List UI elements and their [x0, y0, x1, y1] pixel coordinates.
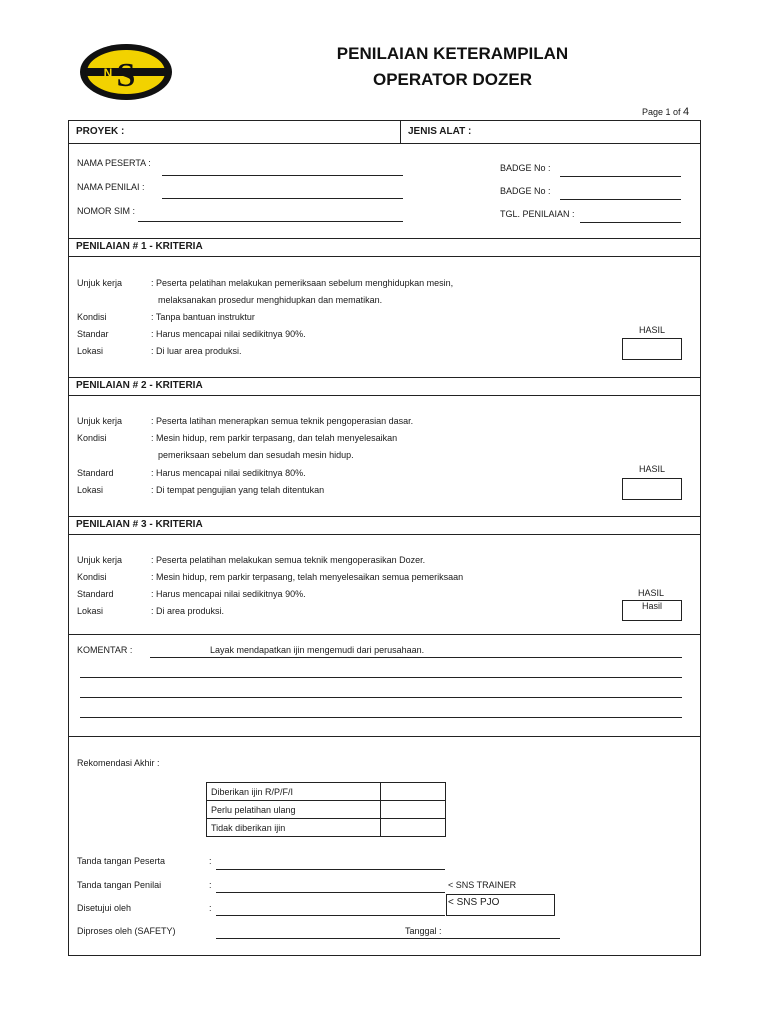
jenis-alat-label: JENIS ALAT :: [408, 126, 472, 137]
nama-peserta-field[interactable]: [162, 175, 403, 176]
table-row: [207, 783, 446, 801]
criteria-label: Lokasi: [77, 485, 104, 495]
title-line-2: OPERATOR DOZER: [373, 70, 532, 89]
diproses-field[interactable]: [216, 938, 560, 939]
criteria-label: Standar: [77, 329, 109, 339]
tgl-penilaian-field[interactable]: [580, 222, 681, 223]
hasil-1-box[interactable]: [622, 338, 682, 360]
sns-trainer-label: < SNS TRAINER: [448, 880, 517, 890]
divider: [68, 516, 701, 517]
ttd-peserta-label: Tanda tangan Peserta: [77, 856, 166, 866]
nama-penilai-label: NAMA PENILAI :: [77, 182, 145, 192]
rekomendasi-option: Tidak diberikan ijin: [207, 819, 381, 837]
badge-no-2-label: BADGE No :: [500, 186, 551, 196]
nomor-sim-field[interactable]: [138, 221, 403, 222]
colon: :: [209, 903, 212, 913]
nama-penilai-field[interactable]: [162, 198, 403, 199]
criteria-text: : Harus mencapai nilai sedikitnya 90%.: [151, 329, 306, 339]
ttd-penilai-label: Tanda tangan Penilai: [77, 880, 162, 890]
criteria-text: : Mesin hidup, rem parkir terpasang, dan telah menyelesaikan: [151, 433, 398, 443]
diproses-label: Diproses oleh (SAFETY): [77, 926, 176, 936]
divider: [68, 534, 701, 535]
criteria-label: Standard: [77, 589, 114, 599]
criteria-label: Unjuk kerja: [77, 278, 123, 288]
section-1-title: PENILAIAN # 1 - KRITERIA: [76, 241, 203, 252]
badge-no-1-field[interactable]: [560, 176, 681, 177]
hasil-3-label: HASIL: [638, 588, 665, 598]
divider: [68, 395, 701, 396]
rekomendasi-label: Rekomendasi Akhir :: [77, 758, 160, 768]
sns-logo-icon: [78, 42, 174, 102]
criteria-text: : Peserta pelatihan melakukan semua teknik mengoperasikan Dozer.: [151, 555, 426, 565]
criteria-text: : Di area produksi.: [151, 606, 225, 616]
sns-pjo-label: < SNS PJO: [448, 897, 500, 908]
criteria-text: : Harus mencapai nilai sedikitnya 80%.: [151, 468, 306, 478]
criteria-text: : Mesin hidup, rem parkir terpasang, telah menyelesaikan semua pemeriksaan: [151, 572, 464, 582]
komentar-text: Layak mendapatkan ijin mengemudi dari perusahaan.: [210, 645, 425, 655]
ttd-peserta-field[interactable]: [216, 869, 445, 870]
page-indicator: [642, 106, 689, 118]
proyek-label: PROYEK :: [76, 126, 125, 137]
divider: [68, 238, 701, 239]
nomor-sim-label: NOMOR SIM :: [77, 206, 135, 216]
hasil-2-label: HASIL: [639, 464, 666, 474]
ttd-penilai-field[interactable]: [216, 892, 445, 893]
rekomendasi-check[interactable]: [381, 801, 446, 819]
komentar-line[interactable]: [80, 697, 682, 698]
criteria-text: : Di tempat pengujian yang telah ditentukan: [151, 485, 325, 495]
disetujui-field[interactable]: [216, 915, 445, 916]
criteria-label: Standard: [77, 468, 114, 478]
page-total: 4: [683, 106, 690, 118]
criteria-label: Unjuk kerja: [77, 555, 123, 565]
divider: [68, 256, 701, 257]
divider-vertical: [400, 120, 401, 143]
divider: [68, 634, 701, 635]
colon: :: [209, 880, 212, 890]
criteria-label: Kondisi: [77, 433, 107, 443]
hasil-3-value: Hasil: [641, 601, 662, 611]
section-2-title: PENILAIAN # 2 - KRITERIA: [76, 380, 203, 391]
tgl-penilaian-label: TGL. PENILAIAN :: [500, 209, 575, 219]
komentar-line[interactable]: [150, 657, 682, 658]
table-row: [207, 819, 446, 837]
sns-logo: [78, 42, 174, 102]
disetujui-label: Disetujui oleh: [77, 903, 132, 913]
divider: [68, 143, 701, 144]
hasil-2-box[interactable]: [622, 478, 682, 500]
colon: :: [209, 856, 212, 866]
hasil-3-box[interactable]: [622, 600, 682, 621]
criteria-label: Lokasi: [77, 606, 104, 616]
rekomendasi-option: Diberikan ijin R/P/F/I: [207, 783, 381, 801]
criteria-text: : Di luar area produksi.: [151, 346, 242, 356]
criteria-label: Unjuk kerja: [77, 416, 123, 426]
criteria-text: : Harus mencapai nilai sedikitnya 90%.: [151, 589, 306, 599]
rekomendasi-check[interactable]: [381, 819, 446, 837]
criteria-label: Kondisi: [77, 572, 107, 582]
rekomendasi-check[interactable]: [381, 783, 446, 801]
rekomendasi-table: [206, 782, 446, 837]
svg-text:S: S: [116, 57, 136, 94]
section-3-title: PENILAIAN # 3 - KRITERIA: [76, 519, 203, 530]
criteria-label: Lokasi: [77, 346, 104, 356]
svg-text:N: N: [103, 66, 113, 80]
title-line-1: PENILAIAN KETERAMPILAN: [336, 44, 569, 63]
criteria-text: : Peserta latihan menerapkan semua teknik pengoperasian dasar.: [151, 416, 414, 426]
tanggal-label: Tanggal :: [405, 926, 442, 936]
criteria-text: melaksanakan prosedur menghidupkan dan mematikan.: [158, 295, 383, 305]
criteria-text: : Tanpa bantuan instruktur: [151, 312, 255, 322]
criteria-text: pemeriksaan sebelum dan sesudah mesin hidup.: [158, 450, 354, 460]
badge-no-2-field[interactable]: [560, 199, 681, 200]
divider: [68, 736, 701, 737]
divider: [68, 377, 701, 378]
nama-peserta-label: NAMA PESERTA :: [77, 158, 151, 168]
komentar-line[interactable]: [80, 677, 682, 678]
table-row: [207, 801, 446, 819]
page-label: Page 1 of: [642, 107, 681, 117]
badge-no-1-label: BADGE No :: [500, 163, 551, 173]
komentar-label: KOMENTAR :: [77, 645, 133, 655]
komentar-line[interactable]: [80, 717, 682, 718]
rekomendasi-option: Perlu pelatihan ulang: [207, 801, 381, 819]
criteria-label: Kondisi: [77, 312, 107, 322]
criteria-text: : Peserta pelatihan melakukan pemeriksaan sebelum menghidupkan mesin,: [151, 278, 454, 288]
hasil-1-label: HASIL: [639, 325, 666, 335]
sns-pjo-box: [446, 894, 555, 916]
